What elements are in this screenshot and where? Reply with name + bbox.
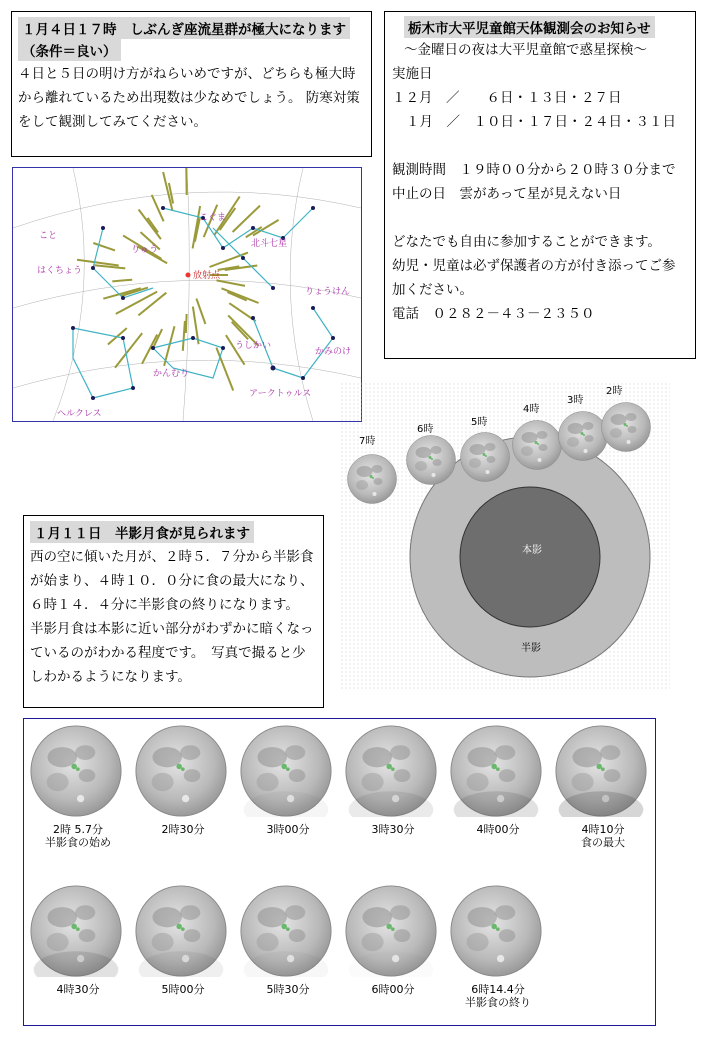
notice-subtitle: ～金曜日の夜は大平児童館で惑星探検～	[404, 42, 647, 58]
quadrantids-box	[11, 11, 372, 157]
meteor-streak	[196, 299, 205, 324]
notice-january-dates: １月 ／ １０日・１７日・２４日・３１日	[406, 114, 676, 130]
starmap-label-ryoken: りょうけん	[305, 287, 351, 297]
meteor-streak	[112, 280, 132, 282]
phase-time: 5時30分	[266, 983, 310, 996]
phase-note: 半影食の終り	[465, 996, 531, 1009]
eclipse-phase	[30, 725, 126, 875]
phase-time: 5時00分	[161, 983, 205, 996]
phase-time: 2時30分	[161, 823, 205, 836]
phase-time: 3時00分	[266, 823, 310, 836]
moon-photo	[555, 725, 647, 817]
eclipse-box	[23, 515, 324, 708]
eclipse-phase	[135, 885, 231, 1026]
hour-label-6: 6時	[417, 424, 434, 435]
moon-photo	[30, 725, 122, 817]
phase-time: 2時 5.7分	[53, 823, 103, 836]
phase-time: 6時00分	[371, 983, 415, 996]
radiant-point	[186, 273, 191, 278]
radiant-label: 放射点	[193, 271, 221, 281]
phase-time: 4時10分	[581, 823, 625, 836]
moon-photo	[240, 725, 332, 817]
meteor-streak	[95, 265, 126, 268]
notice-time: 観測時間 １９時００分から２０時３０分まで	[392, 162, 676, 178]
meteor-streak	[222, 288, 259, 303]
umbra-circle	[460, 487, 600, 627]
moon-photo	[345, 885, 437, 977]
eclipse-phase	[555, 725, 651, 875]
eclipse-phase	[345, 885, 441, 1026]
phase-time: 3時30分	[371, 823, 415, 836]
meteor-streak	[186, 314, 187, 333]
hour-label-3: 3時	[567, 395, 584, 406]
umbra-label: 本影	[522, 545, 542, 556]
starmap-label-kogma: こぐま	[199, 213, 227, 223]
phase-time: 4時00分	[476, 823, 520, 836]
observation-notice-box	[384, 11, 696, 359]
hour-label-7: 7時	[359, 436, 376, 447]
quadrantids-condition: （条件＝良い）	[18, 39, 121, 61]
moon-photo	[30, 885, 122, 977]
phase-time: 6時14.4分	[471, 983, 525, 996]
penumbra-label: 半影	[521, 643, 541, 654]
hour-label-2: 2時	[606, 386, 623, 397]
notice-date-label: 実施日	[392, 66, 433, 82]
eclipse-phase	[30, 885, 126, 1026]
meteor-streak	[138, 293, 166, 316]
notice-child: 幼児・児童は必ず保護者の方が付き添ってご参加ください。	[392, 258, 676, 298]
starmap-label-ushikai: うしかい	[235, 341, 272, 351]
meteor-streak	[253, 220, 279, 236]
notice-cancel: 中止の日 雲があって星が見えない日	[392, 186, 622, 202]
eclipse-path-diagram	[340, 382, 670, 690]
eclipse-phase	[135, 725, 231, 875]
starmap-label-hokuto: 北斗七星	[251, 239, 288, 249]
meteor-streak	[232, 322, 248, 340]
starmap-label-arcturus: アークトゥルス	[249, 389, 312, 399]
moon-photo	[450, 885, 542, 977]
hour-label-5: 5時	[471, 417, 488, 428]
notice-december-dates: １２月 ／ ６日・１３日・２７日	[392, 90, 622, 106]
starmap-label-kanmuri: かんむり	[153, 369, 190, 379]
phase-note: 半影食の始め	[45, 836, 111, 849]
meteor-streak	[216, 348, 233, 391]
moon-photo	[240, 885, 332, 977]
meteor-streak	[233, 206, 260, 232]
eclipse-phase	[450, 885, 546, 1026]
meteor-star-map	[12, 167, 362, 422]
starmap-label-hakucho: はくちょう	[37, 266, 83, 276]
meteor-streak	[186, 168, 187, 195]
eclipse-phase	[240, 885, 336, 1026]
moon-photo	[345, 725, 437, 817]
meteor-streak	[93, 243, 115, 250]
starmap-label-ryu: りゅう	[131, 245, 159, 255]
eclipse-phase	[240, 725, 336, 875]
starmap-label-koto: こと	[39, 231, 58, 241]
hour-label-4: 4時	[523, 404, 540, 415]
meteor-streak	[115, 333, 142, 368]
eclipse-heading: １月１１日 半影月食が見られます	[30, 521, 254, 543]
starmap-label-hercules: ヘルクレス	[57, 409, 102, 419]
notice-phone: 電話 ０２８２－４３－２３５０	[392, 306, 595, 322]
phase-time: 4時30分	[56, 983, 100, 996]
notice-free: どなたでも自由に参加することができます。	[392, 234, 661, 250]
moon-photo	[450, 725, 542, 817]
quadrantids-heading: １月４日１７時 しぶんぎ座流星群が極大になります	[18, 17, 350, 39]
phase-note: 食の最大	[581, 836, 625, 849]
eclipse-phase	[450, 725, 546, 875]
moon-photo	[135, 885, 227, 977]
eclipse-phase	[345, 725, 441, 875]
notice-title: 栃木市大平児童館天体観測会のお知らせ	[404, 16, 655, 38]
quadrantids-text: ４日と５日の明け方がねらいめですが、どちらも極大時から離れているため出現数は少なめでしょう。 防寒対策をして観測してみてください。	[18, 66, 360, 130]
starmap-label-kaminoke: かみのけ	[315, 347, 352, 357]
moon-photo	[135, 725, 227, 817]
eclipse-sequence-panel	[23, 718, 656, 1026]
eclipse-text: 西の空に傾いた月が、２時５．７分から半影食が始まり、４時１０．０分に食の最大になり、６時１４．４分に半影食の終りになります。 半影月食は本影に近い部分がわずかに暗くなっているのがわかる程度です。 写真で撮ると少しわかるようになります。	[30, 549, 314, 685]
meteor-streak	[183, 321, 185, 351]
